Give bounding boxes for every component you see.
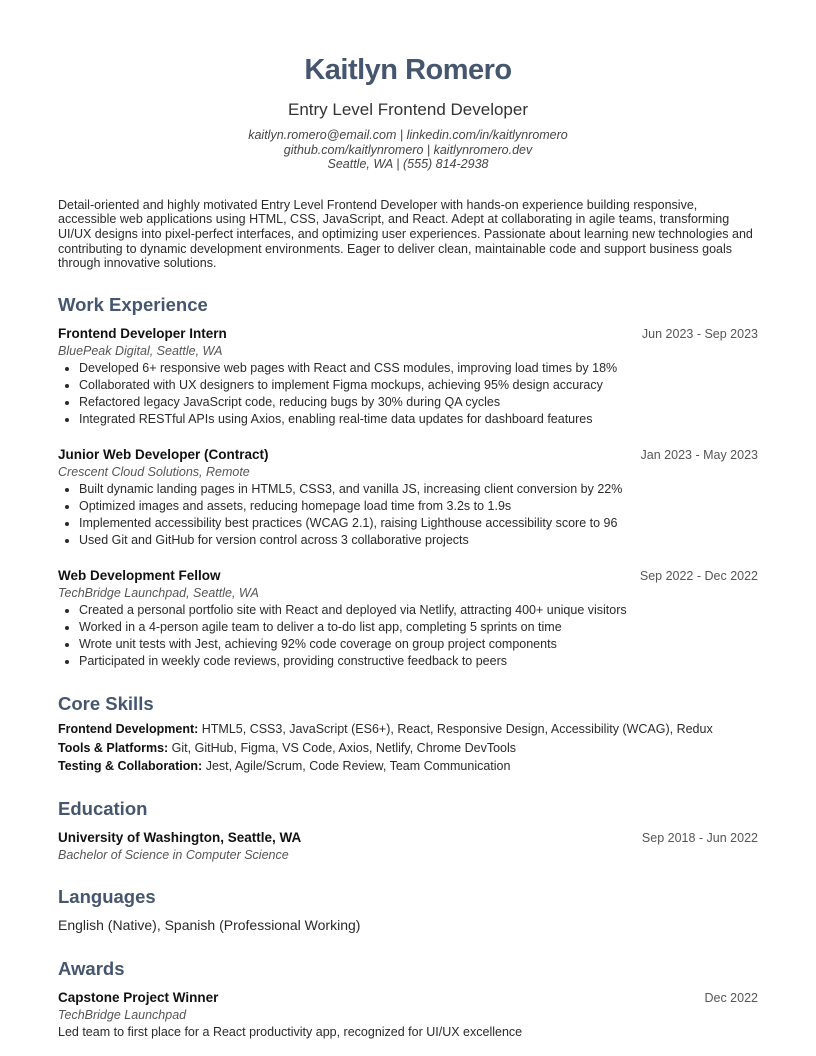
skill-category: Testing & Collaboration: [58,759,203,774]
job-organization: Crescent Cloud Solutions, Remote [58,465,250,480]
contact-line-email-linkedin: kaitlyn.romero@email.com | linkedin.com/in/kaitlynromero [248,128,568,142]
core-skills-heading: Core Skills [58,693,154,715]
award-description: Led team to first place for a React productivity app, recognized for UI/UX excellence [58,1024,523,1039]
skill-category: Tools & Platforms: [58,740,169,755]
skill-line [58,757,758,776]
job-header [58,567,758,585]
skill-values: HTML5, CSS3, JavaScript (ES6+), React, Responsive Design, Accessibility (WCAG), Redux [198,722,713,737]
job-organization: TechBridge Launchpad, Seattle, WA [58,586,259,601]
school-name: University of Washington, Seattle, WA [58,829,302,845]
job-title: Frontend Developer Intern [58,326,227,342]
job-title: Web Development Fellow [58,568,221,584]
work-experience-heading: Work Experience [58,294,208,316]
awards-section [58,958,758,1040]
core-skills-section [58,693,758,776]
education-section [58,798,758,864]
contact-line-github-site: github.com/kaitlynromero | kaitlynromero.dev [283,142,533,157]
resume-header [58,0,758,172]
job-bullet: • Implemented accessibility best practices (WCAG 2.1), raising Lighthouse accessibility score to 96 [79,515,758,532]
job-header [58,325,758,343]
award-header [58,989,758,1007]
job-entry [58,446,758,549]
job-bullets [58,360,758,428]
award-date: Dec 2022 [704,990,758,1005]
job-entry [58,325,758,428]
job-header [58,446,758,464]
skills-list [58,720,758,776]
job-bullets [58,481,758,549]
job-bullet: • Created a personal portfolio site with React and deployed via Netlify, attracting 400+ unique visitors [79,602,758,619]
job-bullets [58,602,758,670]
job-title: Junior Web Developer (Contract) [58,447,269,463]
job-bullet: • Integrated RESTful APIs using Axios, enabling real-time data updates for dashboard features [79,411,758,428]
work-experience-section [58,294,758,670]
skill-values: Jest, Agile/Scrum, Code Review, Team Communication [202,759,511,774]
job-bullet: • Collaborated with UX designers to implement Figma mockups, achieving 95% design accuracy [79,377,758,394]
job-dates: Jan 2023 - May 2023 [640,448,758,463]
languages-list: English (Native), Spanish (Professional Working) [58,916,361,933]
languages-heading: Languages [58,885,156,907]
education-header [58,829,758,847]
job-entry [58,567,758,670]
languages-section [58,886,758,934]
job-bullet: • Optimized images and assets, reducing homepage load time from 3.2s to 1.9s [79,498,758,515]
job-dates: Jun 2023 - Sep 2023 [641,327,758,342]
skill-values: Git, GitHub, Figma, VS Code, Axios, Netlify, Chrome DevTools [168,740,517,755]
skill-category: Frontend Development: [58,722,199,737]
job-dates: Sep 2022 - Dec 2022 [639,569,758,584]
skill-line [58,720,758,739]
contact-block [58,128,758,172]
job-bullet: • Built dynamic landing pages in HTML5, CSS3, and vanilla JS, increasing client conversion by 22% [79,481,758,498]
candidate-name: Kaitlyn Romero [304,54,512,86]
job-organization: BluePeak Digital, Seattle, WA [58,344,223,359]
job-bullet: • Worked in a 4-person agile team to deliver a to-do list app, completing 5 sprints on time [79,619,758,636]
skill-line [58,739,758,758]
job-bullet: • Developed 6+ responsive web pages with React and CSS modules, improving load times by 18% [79,360,758,377]
job-bullet: • Refactored legacy JavaScript code, reducing bugs by 30% during QA cycles [79,394,758,411]
professional-summary: Detail-oriented and highly motivated Entry Level Frontend Developer with hands-on experience building responsive, accessible web applications using HTML, CSS, JavaScript, and React. Adept at collaborating in agile teams, transforming UI/UX designs into pixel-perfect interfaces, and optimizing user experiences. Passionate about learning new technologies and contributing to dynamic development environments. Eager to deliver clean, maintainable code and support business goals through innovative solutions. [58,197,753,271]
job-bullet: • Used Git and GitHub for version control across 3 collaborative projects [79,532,758,549]
education-dates: Sep 2018 - Jun 2022 [641,830,758,845]
awards-heading: Awards [58,957,125,979]
job-bullet: • Wrote unit tests with Jest, achieving 92% code coverage on group project components [79,636,758,653]
degree: Bachelor of Science in Computer Science [58,847,289,862]
education-heading: Education [58,797,148,819]
job-bullet: • Participated in weekly code reviews, providing constructive feedback to peers [79,653,758,670]
candidate-role: Entry Level Frontend Developer [287,100,529,119]
award-organization: TechBridge Launchpad [58,1007,187,1022]
contact-line-location-phone: Seattle, WA | (555) 814-2938 [327,157,489,171]
award-name: Capstone Project Winner [58,989,219,1005]
